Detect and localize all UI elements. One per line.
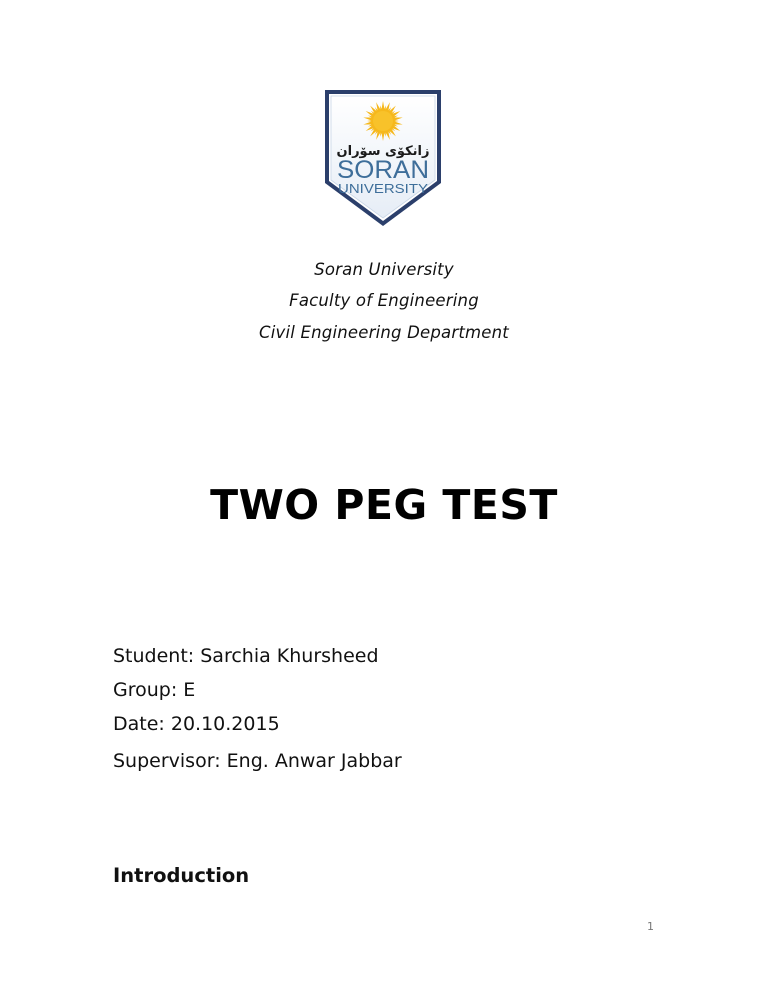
date-value: 20.10.2015 [170, 713, 280, 735]
logo-university-text: UNIVERSITY [338, 181, 429, 196]
student-label: Student: [113, 645, 195, 667]
shield-icon [322, 87, 444, 229]
faculty-name: Faculty of Engineering [289, 291, 479, 310]
document-title: TWO PEG TEST [210, 481, 558, 529]
department-name: Civil Engineering Department [259, 323, 509, 342]
logo-soran-text: SORAN [337, 156, 429, 184]
university-name: Soran University [314, 260, 454, 279]
supervisor-value: Eng. Anwar Jabbar [226, 750, 402, 772]
group-line [113, 679, 195, 701]
date-line [113, 713, 280, 735]
group-label: Group: [113, 679, 178, 701]
section-heading-introduction: Introduction [113, 864, 250, 887]
supervisor-label: Supervisor: [113, 750, 221, 772]
university-logo [322, 87, 444, 229]
date-label: Date: [113, 713, 165, 735]
group-value: E [183, 679, 196, 701]
page-number: 1 [647, 920, 654, 933]
logo-arabic-text: زانكۆی سۆران [336, 144, 430, 159]
student-line [113, 645, 379, 667]
student-value: Sarchia Khursheed [200, 645, 379, 667]
supervisor-line [113, 750, 402, 772]
